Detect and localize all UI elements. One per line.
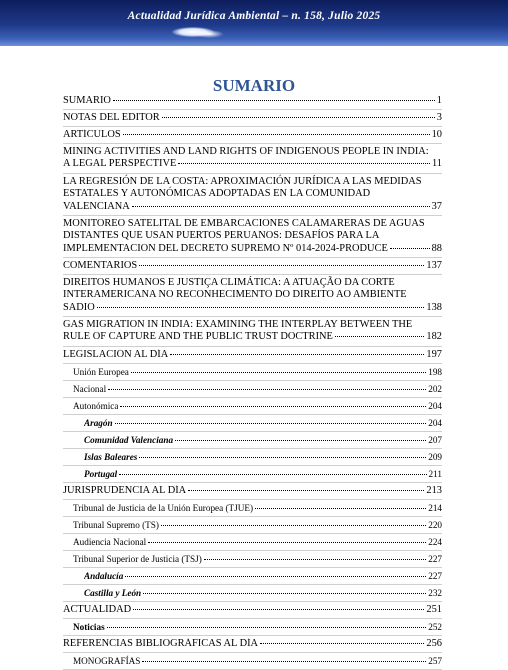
toc-entry-title: Tribunal Superior de Justicia (TSJ) (73, 554, 202, 564)
toc-page-number: 37 (431, 200, 442, 212)
toc-entry-monografias[interactable] (73, 655, 442, 667)
toc-entry-title: MONOGRAFÍAS (73, 656, 141, 666)
dot-leader (132, 205, 430, 207)
journal-title: Actualidad Jurídica Ambiental – n. 158, Julio 2025 (127, 10, 381, 22)
toc-entry-tribunal-de-justicia-de-la-union-europea[interactable] (73, 502, 442, 514)
dot-leader (125, 575, 426, 577)
entry-separator (63, 533, 442, 534)
toc-entry-title: LEGISLACIÓN AL DÍA (63, 349, 169, 360)
toc-page-number: 202 (428, 384, 442, 394)
toc-page-number: 251 (426, 604, 442, 615)
toc-entry-title: Tribunal de Justicia de la Unión Europea (TJUE) (73, 503, 254, 513)
toc-entry-aragon[interactable] (84, 417, 442, 429)
toc-entry-title: ACTUALIDAD (63, 604, 132, 615)
entry-separator (63, 173, 442, 174)
entry-separator (63, 316, 442, 317)
toc-page-number: 204 (428, 418, 442, 428)
entry-separator (63, 215, 442, 216)
journal-banner (0, 0, 508, 46)
toc-entry-noticias[interactable] (73, 621, 442, 633)
toc-entry-notas-del-editor[interactable] (63, 112, 442, 124)
toc-entry-comunidad-valenciana[interactable] (84, 434, 442, 446)
toc-page-number: 252 (428, 622, 442, 632)
dot-leader (255, 507, 426, 509)
toc-entry-rule-of-capture-and-the-public-trust-doc[interactable] (63, 319, 442, 344)
entry-separator (63, 109, 442, 110)
dot-leader (123, 133, 430, 135)
dot-leader (148, 541, 426, 543)
toc-entry-title: Audiencia Nacional (73, 537, 147, 547)
toc-page-number: 207 (428, 435, 442, 445)
toc-entry-a-legal-perspective[interactable] (63, 146, 442, 171)
toc-entry-islas-baleares[interactable] (84, 451, 442, 463)
toc-page-number: 256 (426, 638, 442, 649)
toc-entry-title: Portugal (84, 469, 118, 479)
toc-entry-title: SUMARIO (63, 95, 111, 106)
toc-entry-title: ARTÍCULOS (63, 129, 121, 140)
entry-separator (63, 482, 442, 483)
toc-page-number: 232 (428, 588, 442, 598)
toc-entry-title: IMPLEMENTACIÓN DEL DECRETO SUPREMO Nº 014-2024-PRODUCE (63, 242, 388, 254)
entry-separator (63, 618, 442, 619)
entry-separator (63, 380, 442, 381)
entry-separator (63, 448, 442, 449)
toc-entry-title: VALENCIANA (63, 200, 130, 212)
toc-entry-valenciana[interactable] (63, 176, 442, 213)
toc-page-number: 209 (428, 452, 442, 462)
dot-leader (139, 264, 424, 266)
entry-separator (63, 550, 442, 551)
toc-entry-referencias-bibliograficas-al-dia[interactable] (63, 638, 442, 650)
entry-separator (63, 516, 442, 517)
entry-separator (63, 397, 442, 398)
dot-leader (143, 592, 426, 594)
entry-separator (63, 414, 442, 415)
toc-page-number: 137 (426, 260, 442, 271)
toc-entry-actualidad[interactable] (63, 604, 442, 616)
entry-separator (63, 126, 442, 127)
entry-separator (63, 584, 442, 585)
summary-heading: SUMARIO (212, 76, 296, 95)
dot-leader (139, 456, 426, 458)
entry-separator (63, 652, 442, 653)
toc-entry-title-line: MINING ACTIVITIES AND LAND RIGHTS OF INDIGENOUS PEOPLE IN INDIA: (63, 146, 429, 157)
toc-entry-title-line: GAS MIGRATION IN INDIA: EXAMINING THE INTERPLAY BETWEEN THE (63, 319, 413, 330)
toc-entry-title-line: DISTANTES QUE USAN PUERTOS PERUANOS: DESAFÍOS PARA LA (63, 230, 380, 242)
toc-page-number: 10 (431, 129, 442, 140)
toc-entry-title-line: MONITOREO SATELITAL DE EMBARCACIONES CALAMARERAS DE AGUAS (63, 218, 425, 229)
toc-page-number: 220 (428, 520, 442, 530)
entry-separator (63, 465, 442, 466)
toc-entry-autonomica[interactable] (73, 400, 442, 412)
dot-leader (161, 524, 426, 526)
toc-page-number: 198 (428, 367, 442, 377)
toc-page-number: 88 (431, 242, 442, 254)
toc-entry-title: Castilla y León (84, 588, 142, 598)
toc-entry-title-line: DIREITOS HUMANOS E JUSTIÇA CLIMÁTICA: A ATUAÇÃO DA CORTE (63, 277, 395, 288)
toc-page-number: 197 (426, 349, 442, 360)
toc-entry-title-line: INTERAMERICANA NO RECONHECIMENTO DO DIREITO AO AMBIENTE (63, 289, 407, 301)
toc-entry-title: REFERENCIAS BIBLIOGRÁFICAS AL DÍA (63, 638, 259, 649)
entry-separator (63, 346, 442, 347)
dot-leader (133, 608, 424, 610)
entry-separator (63, 274, 442, 275)
entry-separator (63, 257, 442, 258)
dot-leader (335, 335, 425, 337)
toc-entry-title: Aragón (84, 418, 113, 428)
entry-separator (63, 431, 442, 432)
toc-entry-audiencia-nacional[interactable] (73, 536, 442, 548)
toc-page-number: 182 (426, 331, 442, 343)
toc-entry-portugal[interactable] (84, 468, 442, 480)
toc-page-number: 11 (431, 158, 442, 170)
dot-leader (178, 162, 430, 164)
toc-entry-title: Comunidad Valenciana (84, 435, 174, 445)
entry-separator (63, 567, 442, 568)
toc-entry-tribunal-supremo-ts[interactable] (73, 519, 442, 531)
toc-entry-implementacion-del-decreto-supremo-n-014[interactable] (63, 218, 442, 255)
toc-entry-title: Noticias (73, 622, 105, 632)
toc-entry-articulos[interactable] (63, 129, 442, 141)
toc-page-number: 227 (428, 554, 442, 564)
toc-entry-title-line: ESTATALES Y AUTONÓMICAS ADOPTADAS EN LA COMUNIDAD (63, 188, 371, 200)
toc-page-number: 213 (426, 485, 442, 496)
dot-leader (204, 558, 426, 560)
toc-page-number: 211 (428, 469, 442, 479)
dot-leader (131, 371, 426, 373)
toc-page-number: 224 (428, 537, 442, 547)
toc-entry-legislacion-al-dia[interactable] (63, 349, 442, 361)
toc-entry-title: JURISPRUDENCIA AL DÍA (63, 485, 187, 496)
toc-entry-title: NOTAS DEL EDITOR (63, 112, 160, 123)
toc-page-number: 1 (436, 95, 442, 106)
entry-separator (63, 499, 442, 500)
cloud-graphic-small (194, 30, 224, 38)
entry-separator (63, 601, 442, 602)
toc-entry-sumario[interactable] (63, 95, 442, 107)
dot-leader (108, 388, 426, 390)
toc-entry-title: Islas Baleares (84, 452, 138, 462)
toc-entry-title: A LEGAL PERSPECTIVE (63, 158, 177, 170)
dot-leader (175, 439, 426, 441)
dot-leader (260, 642, 424, 644)
entry-separator (63, 363, 442, 364)
toc-entry-union-europea[interactable] (73, 366, 442, 378)
toc-page-number: 214 (428, 503, 442, 513)
toc-entry-tribunal-superior-de-justicia-tsj[interactable] (73, 553, 442, 565)
dot-leader (170, 353, 424, 355)
entry-separator (63, 143, 442, 144)
dot-leader (115, 422, 427, 424)
dot-leader (107, 626, 427, 628)
toc-entry-title: RULE OF CAPTURE AND THE PUBLIC TRUST DOCTRINE (63, 331, 333, 343)
toc-entry-sadio[interactable] (63, 277, 442, 314)
toc-entry-title-line: LA REGRESIÓN DE LA COSTA: APROXIMACIÓN JURÍDICA A LAS MEDIDAS (63, 176, 422, 187)
toc-page-number: 204 (428, 401, 442, 411)
toc-entry-title: SADIO (63, 301, 95, 313)
toc-page-number: 227 (428, 571, 442, 581)
toc-entry-jurisprudencia-al-dia[interactable] (63, 485, 442, 497)
toc-page-number: 138 (426, 301, 442, 313)
toc-entry-title: Autonómica (73, 401, 119, 411)
toc-entry-comentarios[interactable] (63, 260, 442, 272)
toc-entry-title: Tribunal Supremo (TS) (73, 520, 159, 530)
dot-leader (120, 405, 426, 407)
toc-entry-title: Unión Europea (73, 367, 129, 377)
dot-leader (113, 99, 435, 101)
toc-entry-title: Andalucía (84, 571, 124, 581)
dot-leader (119, 473, 426, 475)
toc-page-number: 257 (428, 656, 442, 666)
toc-page-number: 3 (436, 112, 442, 123)
toc-entry-andalucia[interactable] (84, 570, 442, 582)
entry-separator (63, 635, 442, 636)
toc-entry-title: COMENTARIOS (63, 260, 138, 271)
dot-leader (188, 489, 424, 491)
toc-entry-title: Nacional (73, 384, 107, 394)
dot-leader (390, 247, 430, 249)
dot-leader (97, 306, 425, 308)
toc-entry-nacional[interactable] (73, 383, 442, 395)
toc-entry-castilla-y-leon[interactable] (84, 587, 442, 599)
dot-leader (162, 116, 435, 118)
